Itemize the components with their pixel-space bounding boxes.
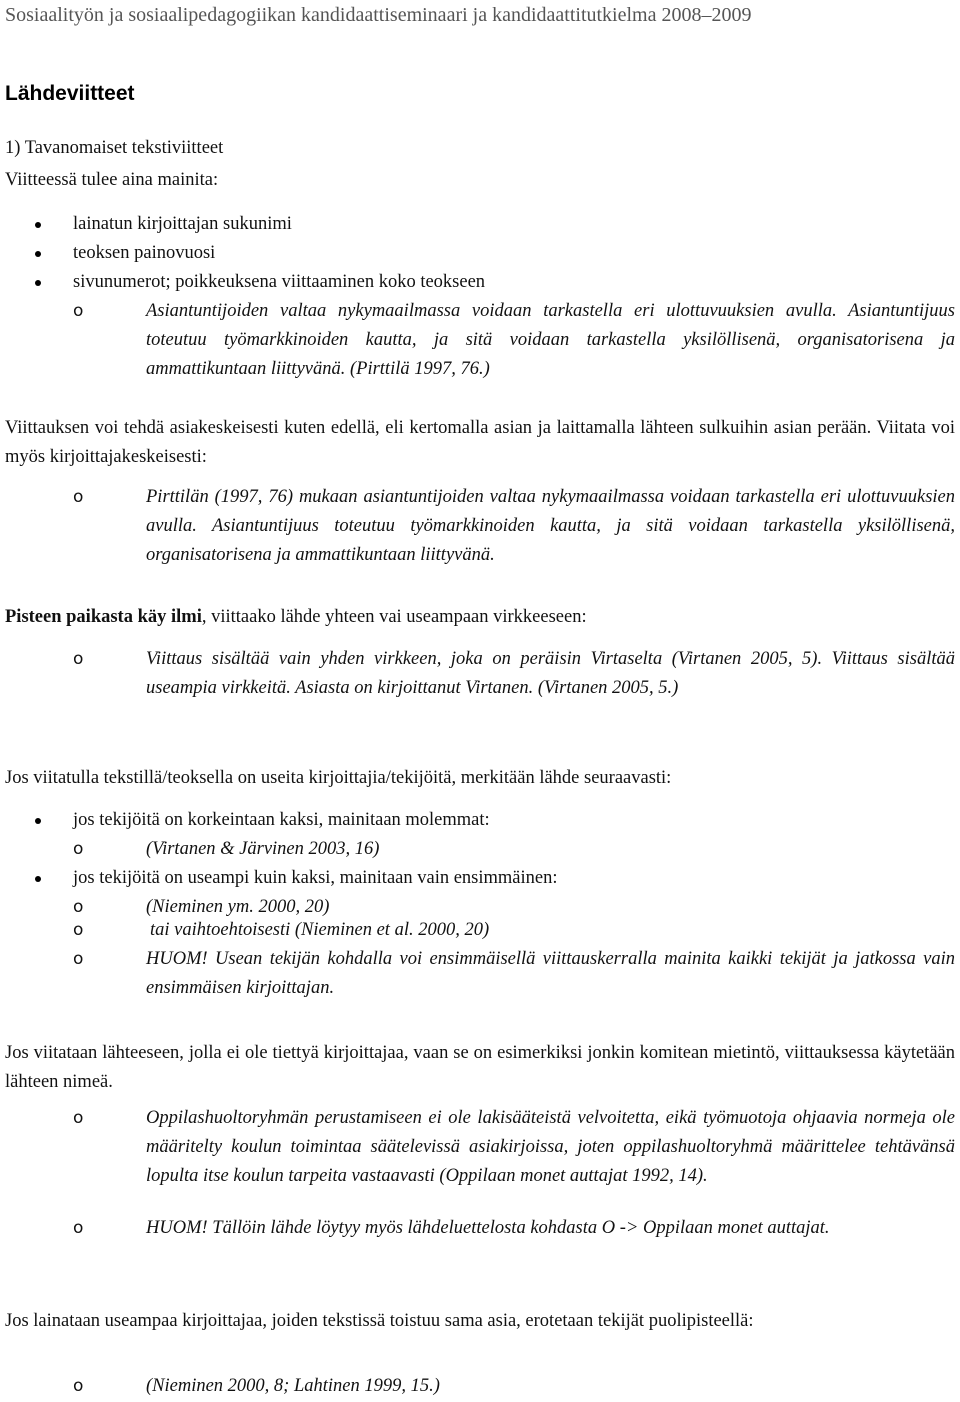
paragraph: Viittauksen voi tehdä asiakeskeisesti kuten edellä, eli kertomalla asian ja laittamalla lähteen sulkuihin asian perään. Viitata voi myös kirjoittajakeskeisesti: (5, 418, 955, 467)
page-title: Lähdeviitteet (5, 82, 135, 105)
example-citation: o Asiantuntijoiden valtaa nykymaailmassa voidaan tarkastella eri ulottuvuuksien avulla. Asiantuntijuus toteutuu työmarkkinoiden kautta, ja sitä voidaan tarkastella yksilöllisenä, organisatorisena ja ammattikuntaan liittyvänä. (Pirttilä 1997, 76.) (146, 297, 955, 384)
example-citation: o HUOM! Tällöin lähde löytyy myös lähdeluettelosta kohdasta O -> Oppilaan monet auttajat. (146, 1214, 955, 1243)
example-citation: o Pirttilän (1997, 76) mukaan asiantuntijoiden valtaa nykymaailmassa voidaan tarkastella eri ulottuvuuksien avulla. Asiantuntijuus toteutuu työmarkkinoiden kautta, ja sitä voidaan tarkastella yksilöllisenä, organisatorisena ja ammattikuntaan liittyvänä. (146, 483, 955, 570)
example-citation: o Oppilashuoltoryhmän perustamiseen ei ole lakisääteistä velvoitetta, eikä työmuotoja ohjaavia normeja ole määritelty koulun toimintaa säätelevissä asiakirjoissa, joten oppilashuoltoryhmä määrittelee tehtävänsä lopulta itse koulun tarpeita vastaavasti (Oppilaan monet auttajat 1992, 14). (146, 1104, 955, 1191)
example-citation: o (Nieminen 2000, 8; Lahtinen 1999, 15.) (146, 1372, 955, 1401)
sub-bullet-icon: o (73, 897, 84, 917)
list-item: jos tekijöitä on korkeintaan kaksi, mainitaan molemmat: (73, 806, 955, 835)
bullet-icon (35, 876, 41, 882)
sub-bullet-icon: o (73, 1218, 84, 1238)
sub-bullet-icon: o (73, 1376, 84, 1396)
paragraph: Pisteen paikasta käy ilmi, viittaako lähde yhteen vai useampaan virkkeeseen: (5, 607, 587, 627)
sub-bullet-icon: o (73, 301, 84, 321)
example-citation: o (Virtanen & Järvinen 2003, 16) (146, 835, 955, 864)
paragraph: Jos lainataan useampaa kirjoittajaa, joiden tekstissä toistuu sama asia, erotetaan tekijät puolipisteellä: (5, 1311, 754, 1331)
sub-bullet-icon: o (73, 839, 84, 859)
list-item: sivunumerot; poikkeuksena viittaaminen koko teokseen (73, 268, 955, 297)
example-citation: o HUOM! Usean tekijän kohdalla voi ensimmäisellä viittauskerralla mainita kaikki tekijät ja jatkossa vain ensimmäisen kirjoittajan. (146, 945, 955, 1003)
paragraph: Jos viitatulla tekstillä/teoksella on useita kirjoittajia/tekijöitä, merkitään lähde seuraavasti: (5, 768, 672, 788)
sub-bullet-icon: o (73, 1108, 84, 1128)
list-item: jos tekijöitä on useampi kuin kaksi, mainitaan vain ensimmäinen: (73, 864, 955, 893)
list-item: lainatun kirjoittajan sukunimi (73, 210, 955, 239)
bullet-icon (35, 818, 41, 824)
paragraph: Jos viitataan lähteeseen, jolla ei ole tiettyä kirjoittajaa, vaan se on esimerkiksi jonkin komitean mietintö, viittauksessa käytetään lähteen nimeä. (5, 1043, 955, 1092)
sub-bullet-icon: o (73, 920, 84, 940)
example-citation: o tai vaihtoehtoisesti (Nieminen et al. 2000, 20) (150, 916, 955, 945)
section-intro: Viitteessä tulee aina mainita: (5, 170, 219, 190)
sub-bullet-icon: o (73, 487, 84, 507)
example-citation: o (Nieminen ym. 2000, 20) (146, 893, 955, 922)
bullet-icon (35, 251, 41, 257)
bullet-icon (35, 280, 41, 286)
running-header: Sosiaalityön ja sosiaalipedagogiikan kandidaattiseminaari ja kandidaattitutkielma 2008–2009 (5, 4, 752, 26)
example-citation: o Viittaus sisältää vain yhden virkkeen, joka on peräisin Virtaselta (Virtanen 2005, 5). Viittaus sisältää useampia virkkeitä. Asiasta on kirjoittanut Virtanen. (Virtanen 2005, 5.) (146, 645, 955, 703)
emphasis: Pisteen paikasta käy ilmi (5, 607, 202, 627)
sub-bullet-icon: o (73, 649, 84, 669)
sub-bullet-icon: o (73, 949, 84, 969)
bullet-icon (35, 222, 41, 228)
list-item: teoksen painovuosi (73, 239, 955, 268)
section-heading: 1) Tavanomaiset tekstiviitteet (5, 138, 224, 158)
